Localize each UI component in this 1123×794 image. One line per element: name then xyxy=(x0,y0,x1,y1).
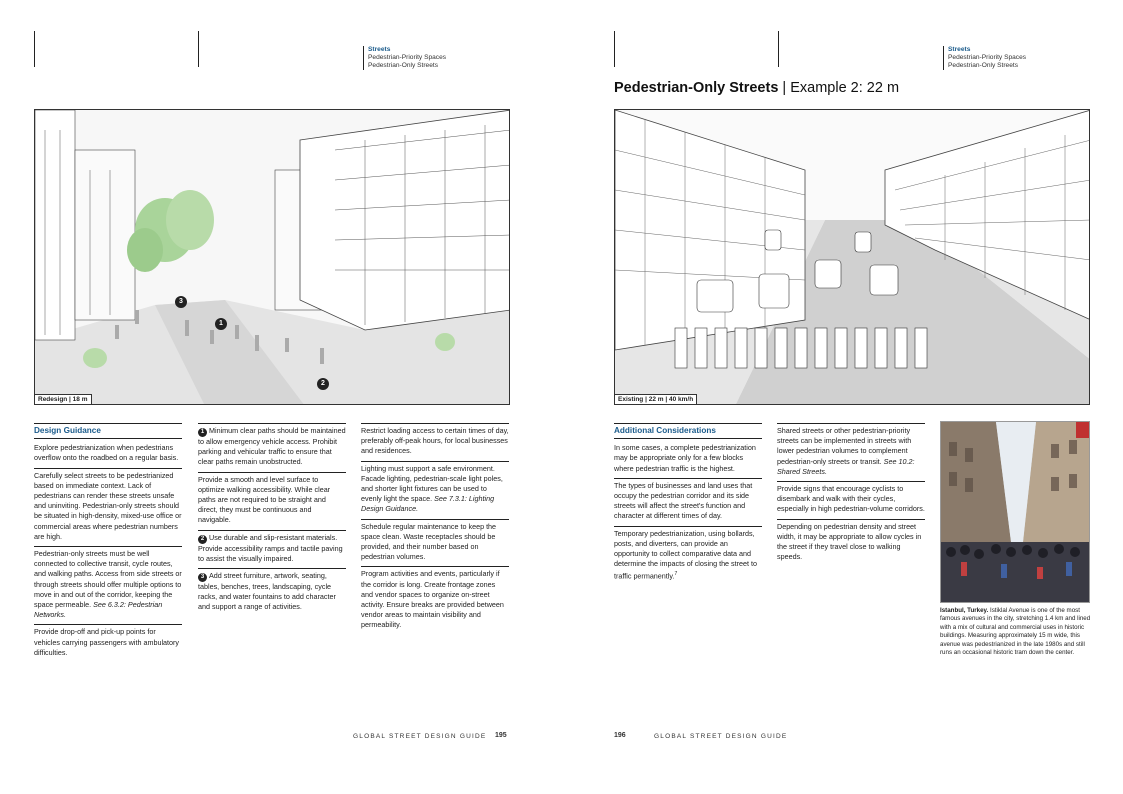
guidance-paragraph: Program activities and events, particularly if the corridor is long. Create frontage zones and vendor spaces to organize on-street activity. Ensure breaks are provided between vendor areas to maintain visibility and permeability. xyxy=(361,566,509,634)
consideration-text: Temporary pedestrianization, using bollards, posts, and diverters, can provide an opportunity to collect comparative data and determine the impacts of closing the street to traffic permanently. xyxy=(614,528,758,581)
header-sub2: Pedestrian-Only Streets xyxy=(368,62,438,69)
guidance-paragraph xyxy=(361,461,509,519)
page-number-left: 195 xyxy=(495,732,507,739)
number-badge: 1 xyxy=(198,428,207,437)
marker-2: 2 xyxy=(317,378,329,390)
guidance-paragraph: Schedule regular maintenance to keep the space clean. Waste receptacles should be provided, and their number based on pedestrian volumes. xyxy=(361,519,509,567)
numbered-item-3 xyxy=(198,568,346,617)
street-illustration-existing xyxy=(614,109,1090,405)
marker-1: 1 xyxy=(215,318,227,330)
page-title-rest: | Example 2: 22 m xyxy=(778,80,900,96)
guidance-paragraph: Carefully select streets to be pedestrianized based on immediate context. Lack of pedestrians can render these streets unsafe and uninviting. Pedestrian-only streets should be situated in high-density, mixed-use office or commercial areas where pedestrian numbers are high. xyxy=(34,468,182,546)
photo-drawing xyxy=(941,422,1090,603)
page-title-bold: Pedestrian-Only Streets xyxy=(614,80,779,96)
illustration-caption-redesign: Redesign | 18 m xyxy=(35,394,92,404)
design-guidance-column xyxy=(34,423,182,662)
considerations-column-2 xyxy=(777,423,925,566)
guidance-text: Pedestrian-only streets must be well connected to collective transit, cycle routes, and walking paths. Access from side streets or through streets should offer multiple options to move in and out of the corridor, keeping the space permeable. xyxy=(34,549,182,610)
cross-reference: See 7.3.1: Lighting Design Guidance. xyxy=(361,494,495,514)
guidance-paragraph xyxy=(34,546,182,624)
cross-reference: See 10.2: Shared Streets. xyxy=(777,456,915,476)
marker-3: 3 xyxy=(175,296,187,308)
additional-considerations-column xyxy=(614,423,762,586)
numbered-item-1 xyxy=(198,423,346,472)
page-number-right: 196 xyxy=(614,732,626,739)
item-text: Minimum clear paths should be maintained to allow emergency vehicle access. Prohibit parking and vehicular traffic to ensure that clear paths remain unobstructed. xyxy=(198,426,346,467)
header-rule xyxy=(614,31,615,67)
header-rule xyxy=(778,31,779,67)
numbered-item-2 xyxy=(198,530,346,568)
design-guidance-heading: Design Guidance xyxy=(34,423,182,439)
consideration-text: Shared streets or other pedestrian-priority streets can be implemented in streets with lower pedestrian volumes to complement pedestrian-only streets or transit. xyxy=(777,426,912,466)
cross-reference: See 6.3.2: Pedestrian Networks. xyxy=(34,600,163,620)
footer-title-left: GLOBAL STREET DESIGN GUIDE xyxy=(353,733,487,740)
consideration-paragraph xyxy=(777,423,925,481)
illustration-caption-existing: Existing | 22 m | 40 km/h xyxy=(615,394,697,404)
header-rule xyxy=(198,31,199,67)
consideration-paragraph: Depending on pedestrian density and street width, it may be appropriate to allow cycles in the street if they travel close to walking speeds. xyxy=(777,519,925,567)
header-section: Streets xyxy=(948,46,971,53)
item-text: Add street furniture, artwork, seating, tables, benches, trees, landscaping, cycle racks, and water fountains to add character and support a range of activities. xyxy=(198,571,336,612)
guidance-column-2 xyxy=(198,423,346,617)
consideration-paragraph: In some cases, a complete pedestrianization may be appropriate only for a few blocks where pedestrian traffic is the highest. xyxy=(614,443,756,473)
consideration-paragraph xyxy=(614,526,762,586)
istiklal-avenue-photo xyxy=(940,421,1090,603)
page-title xyxy=(614,80,899,96)
number-badge: 3 xyxy=(198,573,207,582)
consideration-paragraph: Provide signs that encourage cyclists to disembark and walk with their cycles, especially in high pedestrian-volume corridors. xyxy=(777,481,925,519)
street-illustration-redesign xyxy=(34,109,510,405)
guidance-paragraph: Provide a smooth and level surface to optimize walking accessibility. While clear paths are not required to be straight and direct, they must be continuous and navigable. xyxy=(198,472,346,530)
running-header-right xyxy=(943,46,1026,70)
running-header-left xyxy=(363,46,446,70)
guidance-paragraph: Explore pedestrianization when pedestrians overflow onto the roadbed on a regular basis. xyxy=(34,443,179,463)
item-text: Use durable and slip-resistant materials. Provide accessibility ramps and tactile paving to assist the visually impaired. xyxy=(198,532,343,563)
number-badge: 2 xyxy=(198,535,207,544)
guidance-text: Lighting must support a safe environment. Facade lighting, pedestrian-scale light poles, and shorter light fixtures can be used to evenly light the space. xyxy=(361,463,503,504)
guidance-paragraph: Restrict loading access to certain times of day, preferably off-peak hours, for local businesses and residences. xyxy=(361,423,509,461)
header-sub2: Pedestrian-Only Streets xyxy=(948,62,1018,69)
header-sub1: Pedestrian-Priority Spaces xyxy=(948,54,1027,61)
redesign-drawing xyxy=(35,110,510,405)
existing-drawing xyxy=(615,110,1090,405)
guidance-paragraph: Provide drop-off and pick-up points for vehicles carrying passengers with ambulatory difficulties. xyxy=(34,624,182,662)
footnote-ref: 7 xyxy=(674,571,678,578)
header-section: Streets xyxy=(368,46,391,53)
consideration-paragraph: The types of businesses and land uses that occupy the pedestrian corridor and its side streets will affect the street's function and character at different times of day. xyxy=(614,478,762,526)
photo-caption xyxy=(940,607,1092,657)
guidance-column-3 xyxy=(361,423,509,635)
additional-considerations-heading: Additional Considerations xyxy=(614,423,762,439)
header-sub1: Pedestrian-Priority Spaces xyxy=(368,54,447,61)
footer-title-right: GLOBAL STREET DESIGN GUIDE xyxy=(654,733,788,740)
photo-caption-text: Istiklal Avenue is one of the most famous avenues in the city, stretching 1.4 km and lined with a mix of cultural and commercial uses in historic buildings. Measuring approximately 15 m wide, this avenue was pedestrianized in the late 1980s and still runs an occasional historic tram down the center. xyxy=(940,607,1091,657)
photo-caption-place: Istanbul, Turkey. xyxy=(940,607,989,614)
header-rule xyxy=(34,31,35,67)
